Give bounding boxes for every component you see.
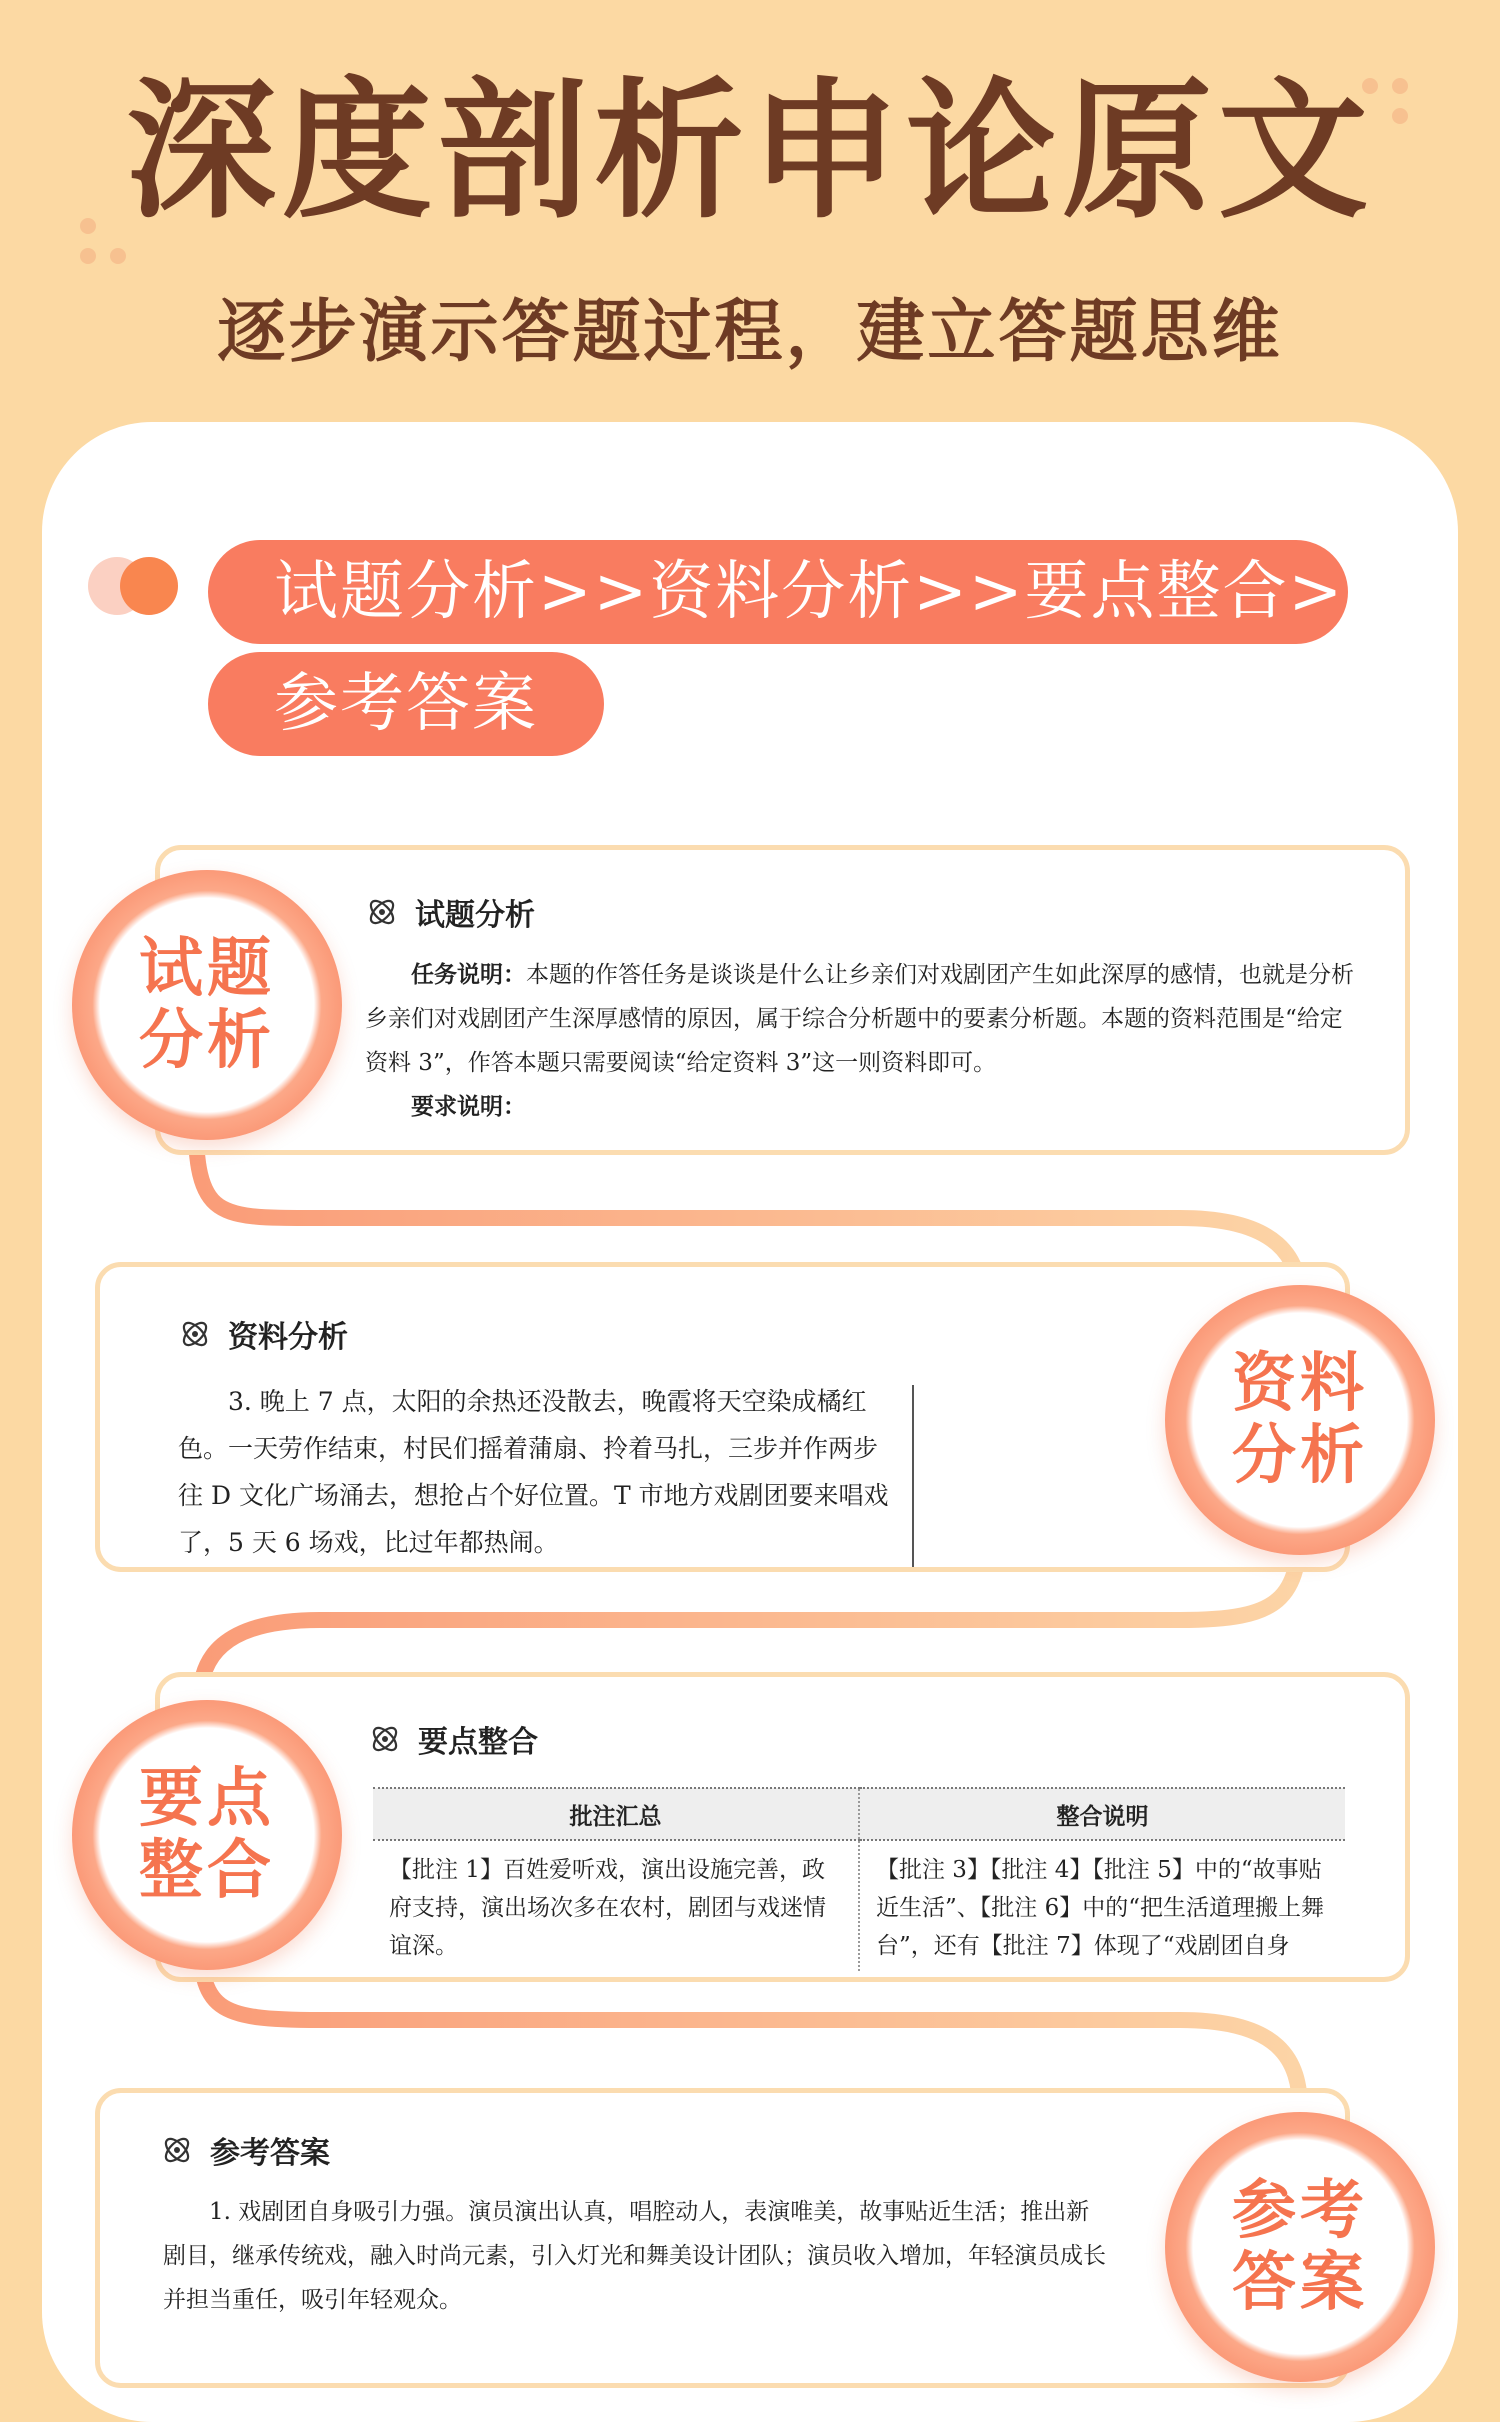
points-badge-text: 要点整合 <box>139 1762 275 1908</box>
material-badge-text: 资料分析 <box>1232 1347 1368 1493</box>
summary-cell: 【批注 1】百姓爱听戏，演出设施完善，政府支持，演出场次多在农村，剧团与戏迷情谊深。 <box>389 1857 826 1959</box>
analysis-title: 试题分析 <box>415 898 535 933</box>
col-header-integration: 整合说明 <box>859 1788 1345 1840</box>
task-text: 本题的作答任务是谈谈是什么让乡亲们对戏剧团产生如此深厚的感情，也就是分析乡亲们对戏剧团产生深厚感情的原因，属于综合分析题中的要素分析题。本题的资料范围是“给定资料 3”，作答本题只需要阅读“给定资料 3”这一则资料即可。 <box>365 962 1354 1076</box>
material-header <box>178 1312 348 1356</box>
atom-icon <box>178 1317 212 1351</box>
material-title: 资料分析 <box>228 1320 348 1355</box>
analysis-body <box>365 953 1355 1129</box>
material-divider <box>912 1385 914 1567</box>
points-table <box>373 1787 1345 1971</box>
analysis-header <box>365 890 535 934</box>
points-badge <box>72 1700 342 1970</box>
answer-header <box>160 2128 330 2172</box>
answer-text: 1. 戏剧团自身吸引力强。演员演出认真，唱腔动人，表演唯美，故事贴近生活；推出新剧目，继承传统戏，融入时尚元素，引入灯光和舞美设计团队；演员收入增加，年轻演员成长并担当重任，吸引年轻观众。 <box>163 2199 1106 2313</box>
atom-icon <box>160 2133 194 2167</box>
analysis-badge <box>72 870 342 1140</box>
atom-icon <box>368 1722 402 1756</box>
steps-pill-2: 参考答案 <box>208 652 604 756</box>
answer-title: 参考答案 <box>210 2136 330 2171</box>
material-text: 3. 晚上 7 点，太阳的余热还没散去，晚霞将天空染成橘红色。一天劳作结束，村民们摇着蒲扇、拎着马扎，三步并作两步往 D 文化广场涌去，想抢占个好位置。T 市地方戏剧团要来唱戏了，5 天 6 场戏，比过年都热闹。 <box>178 1387 889 1557</box>
points-title: 要点整合 <box>418 1725 538 1760</box>
col-header-summary: 批注汇总 <box>373 1788 859 1840</box>
steps-pill-1: 试题分析>>资料分析>>要点整合>> <box>208 540 1348 644</box>
page-title: 深度剖析申论原文 <box>125 65 1374 239</box>
material-badge <box>1165 1285 1435 1555</box>
answer-badge <box>1165 2112 1435 2382</box>
analysis-badge-text: 试题分析 <box>139 932 275 1078</box>
points-header <box>368 1717 538 1761</box>
page-subtitle: 逐步演示答题过程，建立答题思维 <box>217 293 1283 372</box>
atom-icon <box>365 895 399 929</box>
answer-badge-text: 参考答案 <box>1232 2174 1368 2320</box>
requirement-label: 要求说明： <box>411 1093 526 1120</box>
integration-cell: 【批注 3】【批注 4】【批注 5】中的“故事贴近生活”、【批注 6】中的“把生活道理搬上舞台”，还有【批注 7】体现了“戏剧团自身 <box>859 1840 1345 1971</box>
task-label: 任务说明： <box>411 961 526 988</box>
